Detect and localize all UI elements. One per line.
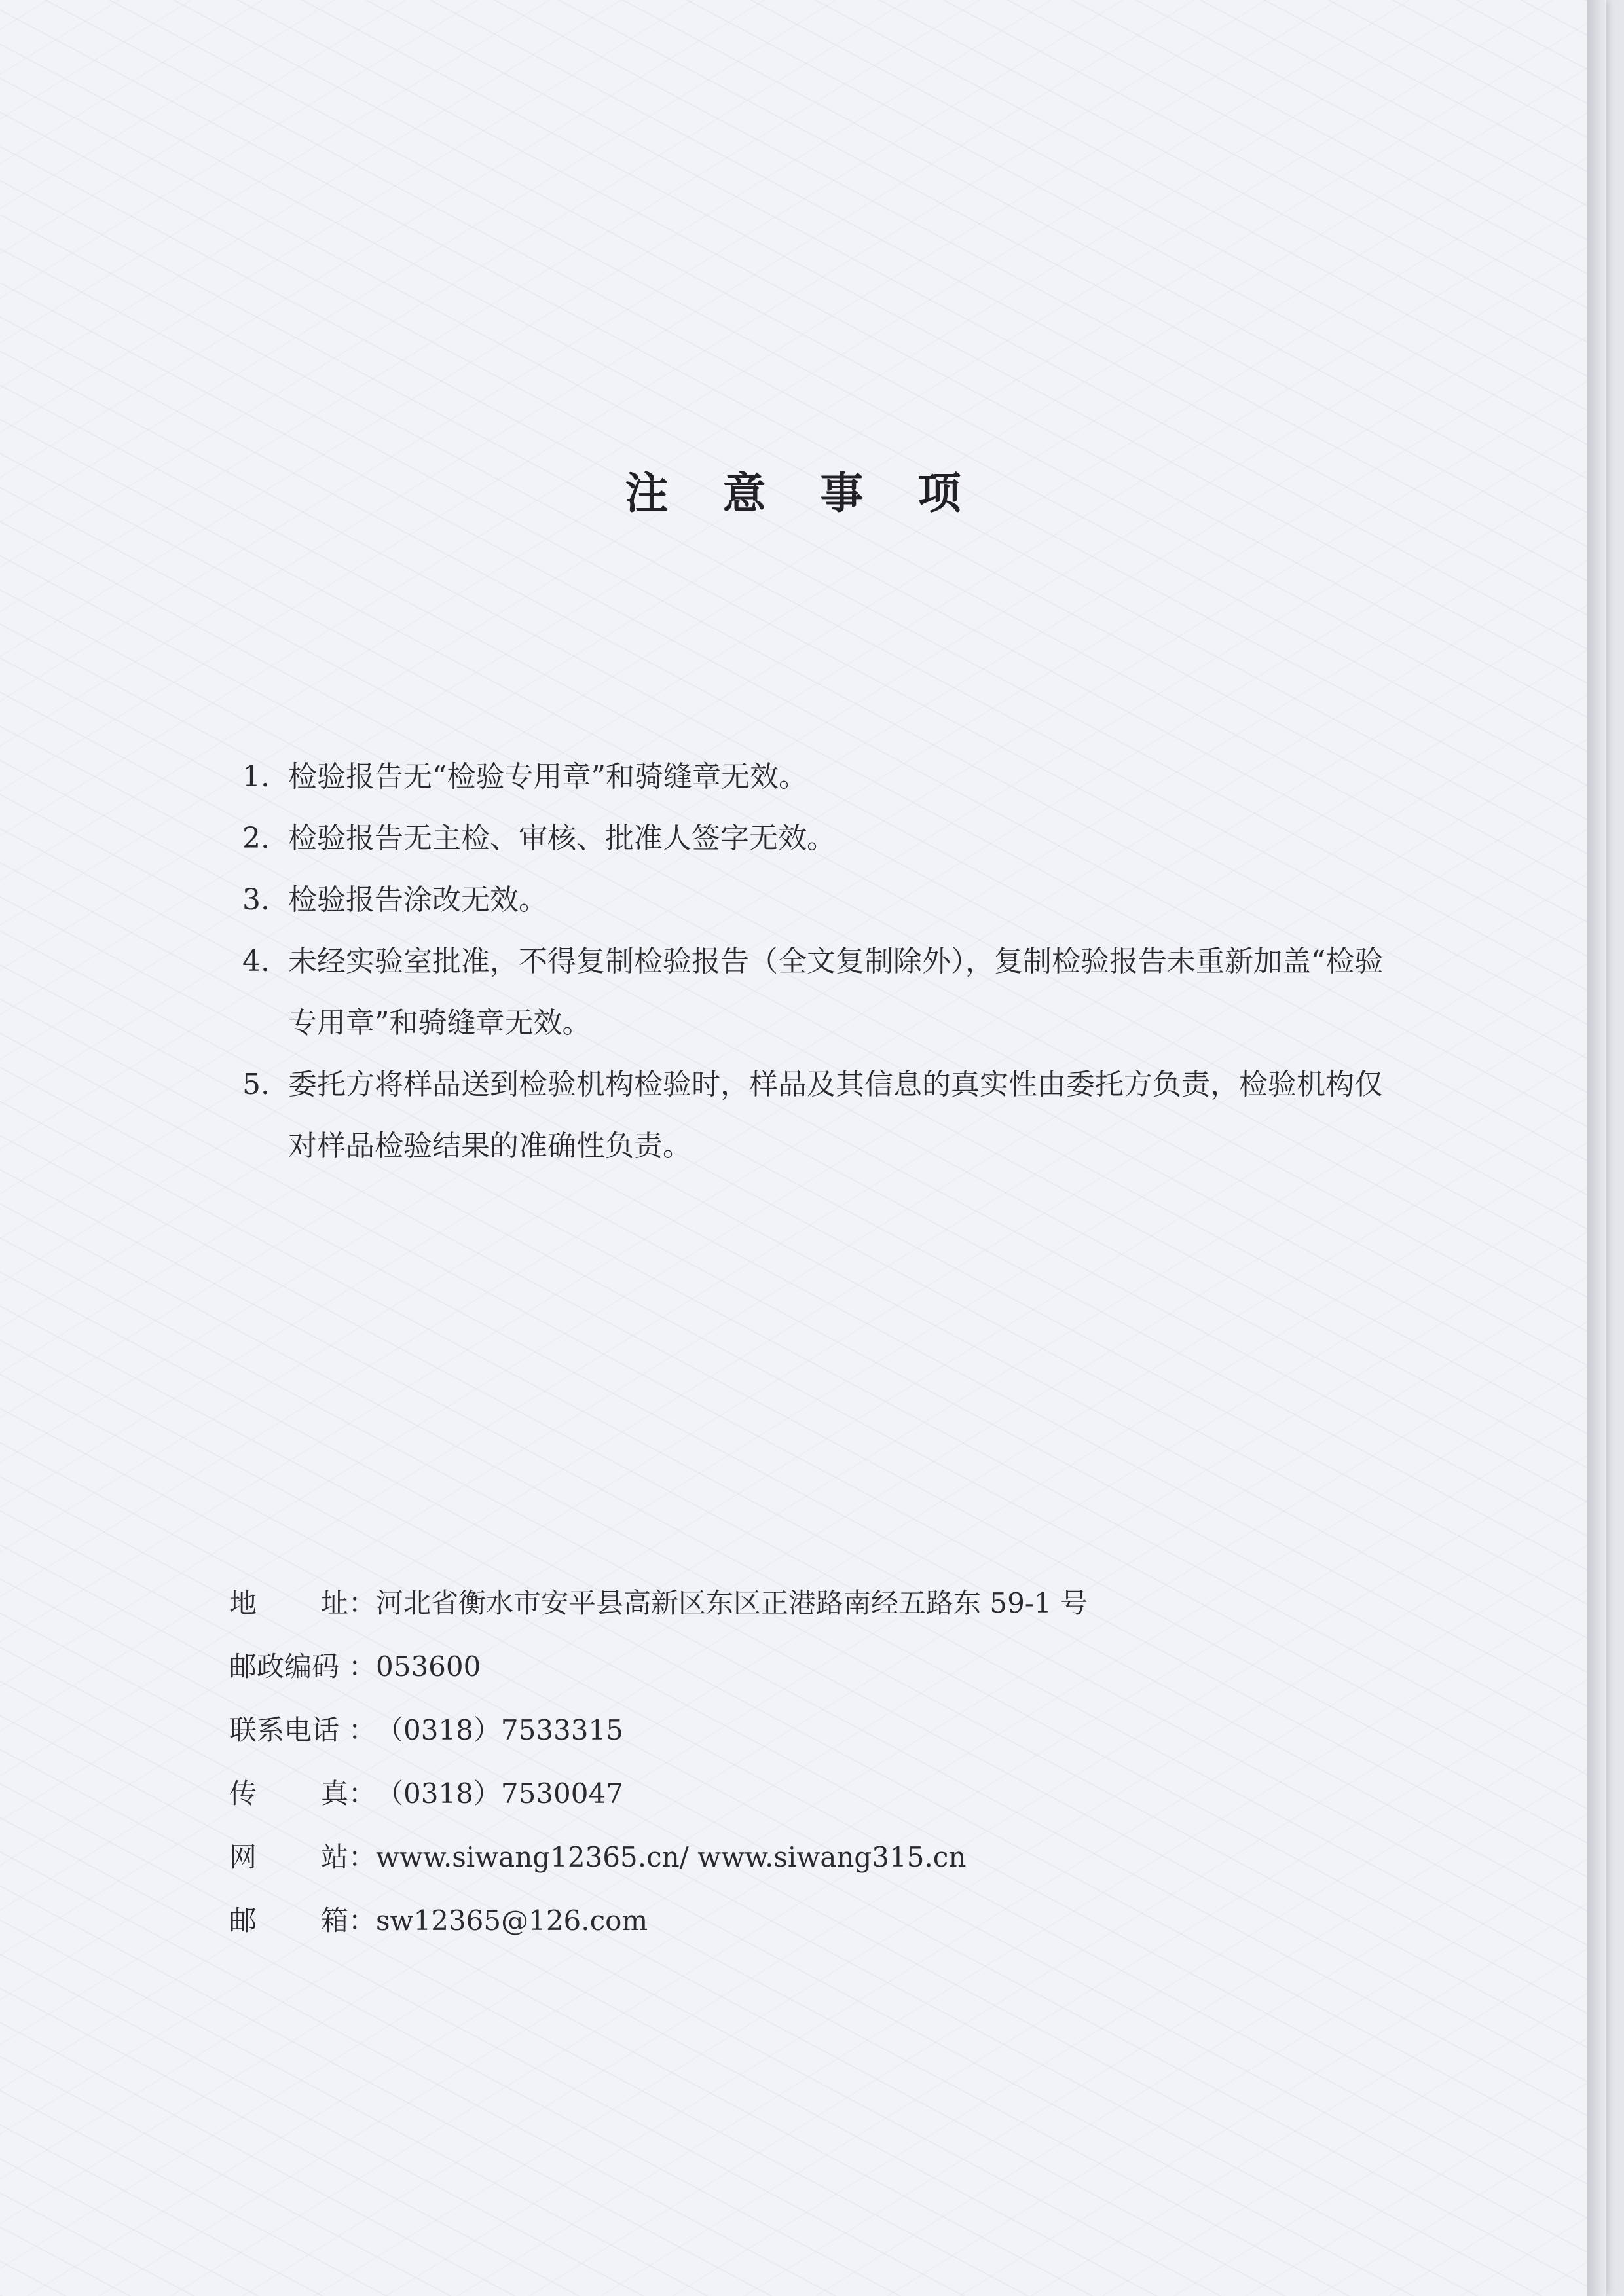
fax-value: （0318）7530047: [376, 1777, 623, 1810]
email-label: [229, 1889, 376, 1952]
postcode-label-tail: ：: [348, 1650, 376, 1683]
fax-label: [229, 1762, 376, 1825]
email-link[interactable]: sw12365@126.com: [376, 1904, 648, 1937]
notice-text: 检验报告无主检、审核、批准人签字无效。: [288, 822, 836, 855]
phone-label-tail: ：: [348, 1714, 376, 1746]
notice-text: 未经实验室批准，不得复制检验报告（全文复制除外），复制检验报告未重新加盖“检验专用章”和骑缝章无效。: [288, 945, 1384, 1040]
notice-list: [242, 746, 1408, 1177]
notice-number: 5.: [242, 1068, 270, 1101]
website-row: [229, 1825, 1342, 1889]
notice-item: [242, 808, 1408, 869]
contact-block: [229, 1571, 1342, 1952]
website-label: [229, 1825, 376, 1889]
email-row: [229, 1889, 1342, 1952]
notice-item: [242, 869, 1408, 931]
notice-text: 检验报告涂改无效。: [288, 883, 547, 917]
fax-label-tail: 真：: [320, 1777, 376, 1810]
fax-label-head: 传: [229, 1777, 257, 1810]
website-label-tail: 站：: [320, 1841, 376, 1873]
notice-number: 3.: [242, 883, 270, 917]
page-edge: [1587, 0, 1606, 2296]
phone-value: （0318）7533315: [376, 1714, 623, 1746]
email-label-tail: 箱：: [320, 1904, 376, 1937]
notice-number: 1.: [242, 760, 270, 793]
address-row: [229, 1571, 1342, 1635]
page-title: 注 意 事 项: [625, 467, 981, 519]
fax-row: [229, 1762, 1342, 1825]
email-label-head: 邮: [229, 1904, 257, 1937]
phone-label-head: 联系电话: [229, 1714, 340, 1746]
address-label: [229, 1571, 376, 1635]
address-label-head: 地: [229, 1587, 257, 1619]
notice-number: 4.: [242, 945, 270, 978]
notice-text: 委托方将样品送到检验机构检验时，样品及其信息的真实性由委托方负责，检验机构仅对样品检验结果的准确性负责。: [288, 1068, 1383, 1163]
address-value: 河北省衡水市安平县高新区东区正港路南经五路东 59-1 号: [376, 1587, 1088, 1619]
phone-label: [229, 1698, 376, 1762]
notice-number: 2.: [242, 822, 270, 855]
postcode-row: [229, 1635, 1342, 1698]
notice-item: [242, 746, 1408, 808]
postcode-value: 053600: [376, 1650, 481, 1683]
website-label-head: 网: [229, 1841, 257, 1873]
notice-text: 检验报告无“检验专用章”和骑缝章无效。: [288, 760, 807, 793]
postcode-label: [229, 1635, 376, 1698]
notice-item: [242, 1054, 1408, 1177]
address-label-tail: 址：: [320, 1587, 376, 1619]
website-link[interactable]: www.siwang12365.cn/ www.siwang315.cn: [376, 1841, 967, 1873]
postcode-label-head: 邮政编码: [229, 1650, 340, 1683]
phone-row: [229, 1698, 1342, 1762]
notice-item: [242, 931, 1408, 1054]
